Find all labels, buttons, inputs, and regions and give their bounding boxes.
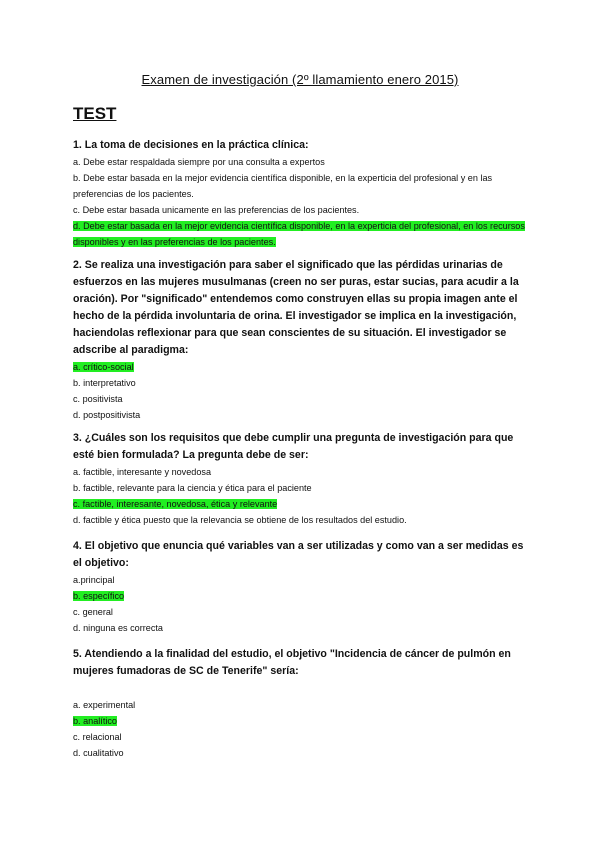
question-3-text: 3. ¿Cuáles son los requisitos que debe cumplir una pregunta de investigación para que esté bien formulada? La pregunta debe de ser: (73, 432, 514, 461)
question-2-option-a (73, 359, 533, 375)
question-5-text: 5. Atendiendo a la finalidad del estudio, el objetivo "Incidencia de cáncer de pulmón en mujeres fumadoras de SC de Tenerife" sería: (73, 648, 511, 677)
page-title: Examen de investigación (2º llamamiento enero 2015) (141, 72, 459, 87)
correct-answer-highlight: b. analítico (73, 716, 117, 726)
question-3-option-b: b. factible, relevante para la ciencia y ética para el paciente (73, 483, 312, 493)
question-4-option-d: d. ninguna es correcta (73, 623, 163, 633)
question-2-text: 2. Se realiza una investigación para saber el significado que las pérdidas urinarias de esfuerzos en las mujeres musulmanas (creen no ser puras, estar sucias, para acudir a la oración). Por "significado" entendemos como construyen ellas su propia imagen ante el hecho de la pérdida involuntaria de orina. El investigador se implica en la investigación, haciendolas reflexionar para que sean conscientes de su situación. El investigador se adscribe al paradigma: (73, 259, 519, 356)
question-2-option-c: c. positivista (73, 394, 123, 404)
question-5 (73, 646, 533, 761)
question-3-option-d: d. factible y ética puesto que la relevancia se obtiene de los resultados del estudio. (73, 515, 407, 525)
question-4 (73, 538, 533, 636)
correct-answer-highlight: c. factible, interesante, novedosa, ética y relevante (73, 499, 278, 509)
correct-answer-highlight: b. específico (73, 591, 125, 601)
question-2-option-d: d. postpositivista (73, 410, 141, 420)
question-4-option-a: a.principal (73, 575, 115, 585)
question-1-option-d (73, 218, 533, 250)
question-1-option-b: b. Debe estar basada en la mejor evidencia científica disponible, en la experticia del profesional y en las preferencias de los pacientes. (73, 173, 493, 199)
question-5-option-a: a. experimental (73, 700, 136, 710)
question-1-text: 1. La toma de decisiones en la práctica clínica: (73, 139, 309, 151)
correct-answer-highlight: a. crítico-social (73, 362, 134, 372)
question-2-option-b: b. interpretativo (73, 378, 136, 388)
question-5-option-c: c. relacional (73, 732, 122, 742)
question-4-option-c: c. general (73, 607, 113, 617)
question-3 (73, 430, 533, 528)
question-1-option-a: a. Debe estar respaldada siempre por una consulta a expertos (73, 157, 325, 167)
question-2 (73, 257, 533, 423)
question-1 (73, 137, 533, 250)
section-heading: TEST (73, 104, 117, 123)
correct-answer-highlight: d. Debe estar basada en la mejor evidencia científica disponible, en la experticia del profesional, en los recursos disponibles y en las preferencias de los pacientes. (73, 221, 525, 247)
question-3-option-c (73, 496, 533, 512)
question-5-option-b (73, 713, 533, 729)
spacer (73, 680, 533, 697)
question-4-option-b (73, 588, 533, 604)
question-1-option-c: c. Debe estar basada unicamente en las preferencias de los pacientes. (73, 205, 360, 215)
question-4-text: 4. El objetivo que enuncia qué variables van a ser utilizadas y como van a ser medidas es el objetivo: (73, 540, 524, 569)
question-3-option-a: a. factible, interesante y novedosa (73, 467, 212, 477)
question-5-option-d: d. cualitativo (73, 748, 124, 758)
